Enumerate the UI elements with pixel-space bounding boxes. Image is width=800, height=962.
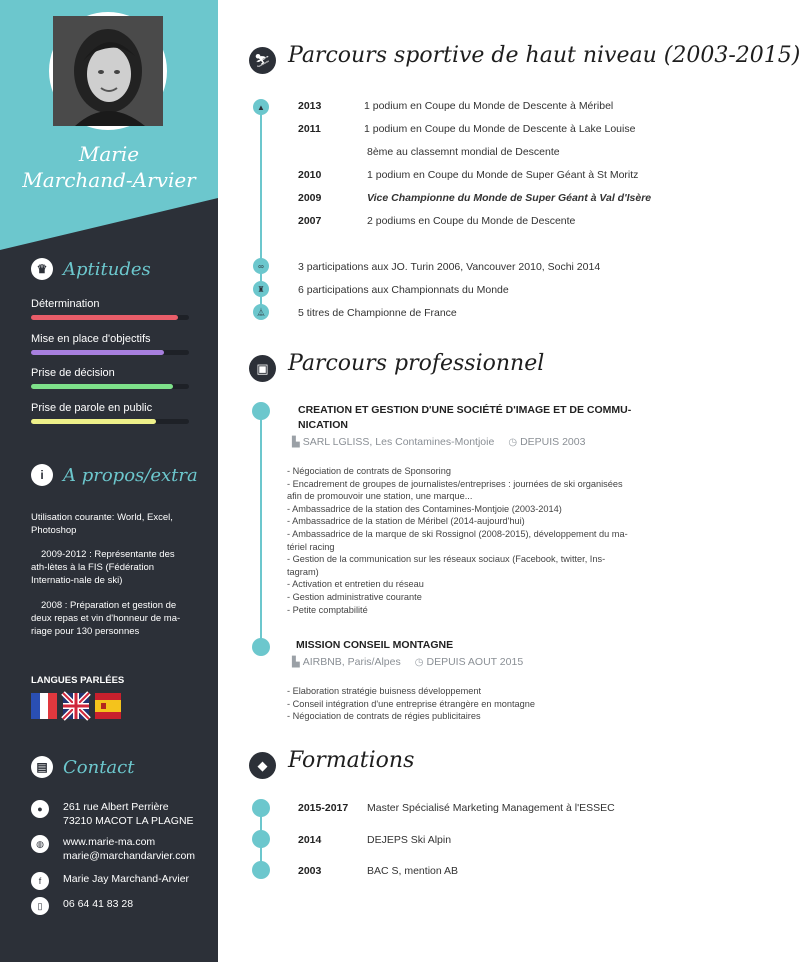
result-text: 1 podium en Coupe du Monde de Super Géant à St Moritz: [367, 169, 639, 181]
formation-year: 2003: [298, 865, 322, 877]
building-icon: ▙: [292, 657, 300, 668]
job-bullet: - Ambassadrice de la station des Contamines-Montjoie (2003-2014): [287, 503, 562, 514]
job-bullet: - Ambassadrice de la marque de ski Rossignol (2008-2015), développement du ma-tériel racing: [287, 528, 628, 552]
contact-social: [31, 872, 189, 890]
skill-bar-fill: [31, 384, 173, 389]
address-line2: 73210 MACOT LA PLAGNE: [63, 815, 194, 827]
skill-item: [31, 333, 189, 355]
job-marker: [252, 402, 270, 420]
result-year: 2009: [298, 192, 322, 204]
job-bullet: - Négociation de contrats de Sponsoring: [287, 466, 451, 476]
avatar: [49, 12, 167, 130]
sport-extra: 3 participations aux JO. Turin 2006, Vancouver 2010, Sochi 2014: [298, 261, 601, 273]
website-link[interactable]: www.marie-ma.com: [63, 836, 156, 848]
graduation-cap-icon: ◆: [249, 752, 276, 779]
skill-item: [31, 367, 189, 389]
job-bullet: - Gestion de la communication sur les réseaux sociaux (Facebook, twitter, Ins-tagram): [287, 554, 606, 577]
building-icon: ▙: [292, 437, 300, 448]
formation-marker: [252, 861, 270, 879]
job-bullets: [287, 465, 632, 616]
skill-bar: [31, 315, 189, 320]
languages-flags: [31, 693, 121, 719]
apropos-paragraph: Utilisation courante: World, Excel, Photoshop: [31, 512, 173, 536]
skier-icon: ⛷: [249, 47, 276, 74]
result-year: 2013: [298, 100, 322, 112]
contact-address: [31, 800, 194, 828]
phone-number[interactable]: 06 64 41 83 28: [63, 898, 134, 910]
trophy-icon: ♜: [253, 281, 269, 297]
skill-label: Mise en place d'objectifs: [31, 333, 151, 345]
skill-bar: [31, 384, 189, 389]
crown-icon: ♛: [31, 258, 53, 280]
aptitudes-title: Aptitudes: [63, 258, 151, 280]
result-text: 1 podium en Coupe du Monde de Descente à Méribel: [364, 100, 614, 112]
job-company: AIRBNB, Paris/Alpes: [302, 656, 401, 668]
job-title: CREATION ET GESTION D'UNE SOCIÉTÉ D'IMAGE ET DE COMMU-NICATION: [298, 404, 632, 431]
flag-uk-icon: [63, 693, 89, 719]
eiffel-tower-icon: ⏅: [253, 304, 269, 320]
first-name: Marie: [78, 142, 140, 166]
contact-title: Contact: [63, 756, 135, 778]
job-bullet: - Petite comptabilité: [287, 604, 368, 615]
formation-text: DEJEPS Ski Alpin: [367, 834, 452, 846]
skill-bar-fill: [31, 350, 164, 355]
skill-label: Prise de parole en public: [31, 402, 153, 414]
job-bullet: - Ambassadrice de la station de Méribel (2014-aujourd'hui): [287, 516, 525, 527]
apropos-paragraph: 2009-2012 : Représentante des ath-lètes à la FIS (Fédération Internatio-nale de ski): [31, 549, 175, 586]
languages-title: LANGUES PARLÉES: [31, 675, 125, 686]
result-text: 8ème au classemnt mondial de Descente: [367, 146, 560, 158]
sport-extra: 5 titres de Championne de France: [298, 307, 457, 319]
result-text: Vice Championne du Monde de Super Géant à Val d'Isère: [367, 192, 652, 204]
job-bullet: - Conseil intégration d'une entreprise étrangère en montagne: [287, 698, 535, 709]
skill-bar-fill: [31, 315, 178, 320]
email-link[interactable]: marie@marchandarvier.com: [63, 850, 196, 862]
info-icon: i: [31, 464, 53, 486]
job-bullet: - Gestion administrative courante: [287, 591, 422, 602]
contact-card-icon: ▤: [31, 756, 53, 778]
facebook-icon: f: [31, 872, 49, 890]
formation-marker: [252, 830, 270, 848]
clock-icon: ◷: [508, 437, 518, 448]
sidebar: [0, 0, 218, 962]
flag-france-icon: [31, 693, 57, 719]
result-text: 1 podium en Coupe du Monde de Descente à Lake Louise: [364, 123, 636, 135]
pro-section-title: Parcours professionnel: [288, 351, 545, 376]
social-name[interactable]: Marie Jay Marchand-Arvier: [63, 873, 190, 885]
last-name: Marchand-Arvier: [22, 168, 196, 192]
job-since: DEPUIS AOUT 2015: [426, 656, 524, 668]
avatar-photo: [53, 16, 163, 126]
skill-item: [31, 402, 189, 424]
address-line1: 261 rue Albert Perrière: [63, 801, 169, 813]
job-bullets: [287, 685, 632, 723]
formations-section-title: Formations: [288, 748, 415, 773]
globe-icon: ◍: [31, 835, 49, 853]
job-bullet: - Encadrement de groupes de journalistes/entreprises : journées de ski organisées afin de promouvoir une station, une marque...: [287, 478, 623, 502]
skill-label: Détermination: [31, 298, 100, 310]
sport-section-title: Parcours sportive de haut niveau (2003-2015): [288, 43, 800, 68]
skill-label: Prise de décision: [31, 367, 115, 379]
job-company: SARL LGLISS, Les Contamines-Montjoie: [302, 436, 495, 448]
contact-heading: [31, 755, 134, 779]
contact-web: [31, 835, 195, 863]
formation-year: 2014: [298, 834, 322, 846]
skill-bar-fill: [31, 419, 156, 424]
result-text: 2 podiums en Coupe du Monde de Descente: [367, 215, 576, 227]
formation-text: BAC S, mention AB: [367, 865, 459, 877]
clock-icon: ◷: [414, 657, 424, 668]
briefcase-icon: ▣: [249, 355, 276, 382]
location-pin-icon: ●: [31, 800, 49, 818]
flag-spain-icon: [95, 693, 121, 719]
job-marker: [252, 638, 270, 656]
job-since: DEPUIS 2003: [520, 436, 586, 448]
job-title: MISSION CONSEIL MONTAGNE: [296, 639, 454, 651]
job-meta: [292, 436, 585, 448]
job-meta: [292, 656, 523, 668]
result-year: 2010: [298, 169, 322, 181]
skill-item: [31, 298, 189, 320]
olympic-rings-icon: ∞: [253, 258, 269, 274]
mountain-icon: ▲: [253, 99, 269, 115]
apropos-title: A propos/extra: [63, 464, 198, 486]
job-bullet: - Activation et entretien du réseau: [287, 579, 424, 590]
skill-bar: [31, 350, 189, 355]
pro-timeline-line: [260, 410, 262, 648]
job-bullet: - Elaboration stratégie buisness développement: [287, 686, 482, 696]
result-year: 2011: [298, 123, 321, 135]
skill-bar: [31, 419, 189, 424]
contact-phone: [31, 897, 133, 915]
aptitudes-heading: [31, 257, 151, 281]
formation-year: 2015-2017: [298, 802, 349, 814]
apropos-heading: [31, 463, 198, 487]
apropos-paragraph: 2008 : Préparation et gestion de deux repas et vin d'honneur de ma-riage pour 130 personnes: [31, 600, 181, 637]
sport-extra: 6 participations aux Championnats du Monde: [298, 284, 509, 296]
job-bullet: - Négociation de contrats de régies publicitaires: [287, 711, 481, 722]
result-year: 2007: [298, 215, 322, 227]
phone-icon: ▯: [31, 897, 49, 915]
formation-marker: [252, 799, 270, 817]
formation-text: Master Spécialisé Marketing Management à l'ESSEC: [367, 802, 615, 814]
